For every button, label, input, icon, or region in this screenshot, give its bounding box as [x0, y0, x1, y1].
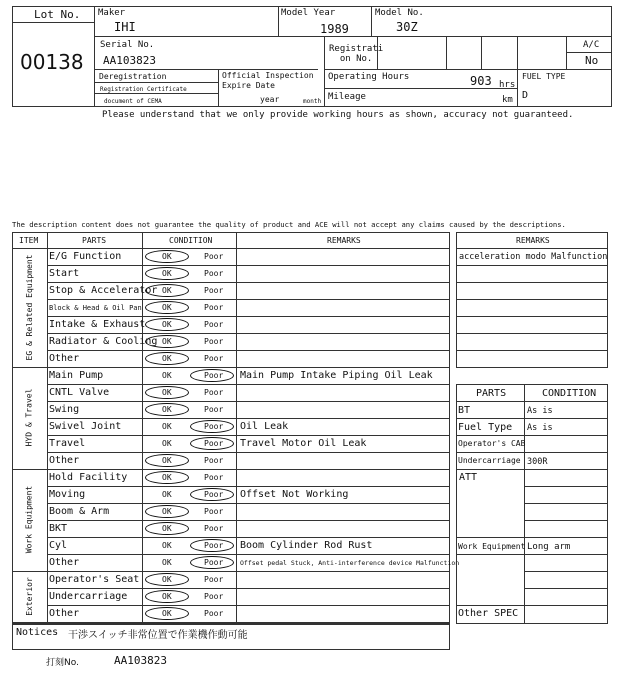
right-remarks-header: REMARKS [516, 236, 550, 245]
right-remarks-divider [456, 299, 608, 300]
right-parts-divider [456, 554, 608, 555]
selected-condition-circle [145, 454, 189, 467]
poor-option: Poor [204, 456, 224, 465]
ok-option: OK [162, 320, 172, 329]
poor-option: Poor [204, 354, 224, 363]
right-part-condition: As is [527, 406, 553, 416]
selected-condition-circle [190, 420, 234, 433]
ac-value: No [585, 54, 599, 67]
ok-option: OK [162, 405, 172, 414]
ok-option: OK [162, 558, 172, 567]
remark-text: Offset pedal Stuck, Anti-interference device Malfunction [240, 559, 460, 567]
poor-option: Poor [204, 303, 224, 312]
right-parts-divider [524, 503, 608, 504]
right-parts-divider [524, 486, 608, 487]
right-remarks-divider [456, 316, 608, 317]
inspection-label: Official Inspection Expire Date [222, 71, 314, 90]
right-parts-divider [456, 435, 608, 436]
ok-option: OK [162, 456, 172, 465]
poor-option: Poor [204, 269, 224, 278]
right-parts-header: PARTS [476, 388, 507, 399]
selected-condition-circle [145, 607, 189, 620]
poor-option: Poor [204, 405, 224, 414]
op-hours-value: 903 [470, 74, 492, 88]
part-name: Travel [49, 438, 86, 449]
month-label: month [303, 98, 322, 105]
selected-condition-circle [145, 505, 189, 518]
notices-text: 干渉スイッチ非常位置で作業機作動可能 [68, 630, 248, 641]
right-parts-divider [524, 520, 608, 521]
ok-option: OK [162, 269, 172, 278]
right-parts-divider [524, 571, 608, 572]
remark-text: Oil Leak [240, 421, 289, 432]
right-part-condition: 300R [527, 457, 548, 467]
group-label: Exterior [24, 576, 34, 616]
remark-text: Main Pump Intake Piping Oil Leak [240, 370, 433, 381]
registration-label: Registrati on No. [329, 44, 384, 64]
poor-option: Poor [204, 371, 224, 380]
right-remarks-divider [456, 265, 608, 266]
op-hours-label: Operating Hours [328, 72, 410, 82]
selected-condition-circle [190, 488, 234, 501]
ok-option: OK [162, 575, 172, 584]
row-divider [47, 299, 450, 300]
row-divider [47, 452, 450, 453]
ok-option: OK [162, 524, 172, 533]
maker-label: Maker [98, 8, 126, 18]
row-divider [47, 401, 450, 402]
part-name: Other [49, 455, 80, 466]
ok-option: OK [162, 609, 172, 618]
part-name: Hold Facility [49, 472, 128, 483]
part-name: Swing [49, 404, 80, 415]
work-equipment-label: Work Equipment [458, 542, 526, 551]
right-parts-divider [456, 401, 608, 402]
model-no-label: Model No. [375, 8, 424, 18]
ok-option: OK [162, 337, 172, 346]
right-condition-header: CONDITION [542, 388, 597, 399]
maker-value: IHI [114, 20, 136, 34]
selected-condition-circle [145, 573, 189, 586]
row-divider [47, 588, 450, 589]
ok-option: OK [162, 490, 172, 499]
work-equipment-value: Long arm [527, 542, 571, 552]
selected-condition-circle [145, 386, 189, 399]
row-divider [47, 384, 450, 385]
row-divider [47, 486, 450, 487]
poor-option: Poor [204, 575, 224, 584]
part-name: Moving [49, 489, 86, 500]
poor-option: Poor [204, 592, 224, 601]
serial-label: Serial No. [100, 40, 155, 50]
poor-option: Poor [204, 286, 224, 295]
ok-option: OK [162, 592, 172, 601]
model-no-value: 30Z [396, 20, 418, 34]
ok-option: OK [162, 439, 172, 448]
selected-condition-circle [145, 590, 189, 603]
selected-condition-circle [145, 318, 189, 331]
header-parts: PARTS [82, 236, 107, 245]
row-divider [47, 537, 450, 538]
poor-option: Poor [204, 439, 224, 448]
selected-condition-circle [145, 267, 189, 280]
selected-condition-circle [145, 522, 189, 535]
right-parts-divider [456, 469, 608, 470]
row-divider [47, 503, 450, 504]
poor-option: Poor [204, 422, 224, 431]
header-remarks: REMARKS [327, 236, 361, 245]
right-part-name: Fuel Type [458, 422, 513, 433]
poor-option: Poor [204, 388, 224, 397]
selected-condition-circle [145, 301, 189, 314]
ok-option: OK [162, 371, 172, 380]
part-name: Intake & Exhaust [49, 319, 146, 330]
notices-label: Notices [16, 627, 59, 638]
part-name: Main Pump [49, 370, 104, 381]
poor-option: Poor [204, 541, 224, 550]
right-part-name: Operator's CAB [458, 439, 526, 448]
ok-option: OK [162, 286, 172, 295]
part-name: Other [49, 353, 80, 364]
row-divider [47, 282, 450, 283]
footer-label: 打刻No. [46, 658, 79, 668]
right-remarks-divider [456, 333, 608, 334]
att-label: ATT [459, 472, 478, 483]
part-name: Swivel Joint [49, 421, 122, 432]
selected-condition-circle [190, 369, 234, 382]
header-condition: CONDITION [169, 236, 213, 245]
row-divider [47, 350, 450, 351]
row-divider [47, 333, 450, 334]
part-name: Other [49, 557, 80, 568]
poor-option: Poor [204, 558, 224, 567]
row-divider [47, 418, 450, 419]
year-label: year [260, 95, 280, 104]
dereg-label: Deregistration [99, 72, 167, 81]
selected-condition-circle [145, 403, 189, 416]
remark-text: Boom Cylinder Rod Rust [240, 540, 373, 551]
part-name: Operator's Seat [49, 574, 140, 585]
selected-condition-circle [145, 284, 189, 297]
selected-condition-circle [190, 437, 234, 450]
right-remarks-divider [456, 350, 608, 351]
ok-option: OK [162, 541, 172, 550]
part-name: Boom & Arm [49, 506, 110, 517]
remark-text: Offset Not Working [240, 489, 349, 500]
group-label: EG & Related Equipment [24, 254, 34, 360]
row-divider [47, 605, 450, 606]
part-name: Start [49, 268, 80, 279]
right-remarks-divider [456, 248, 608, 249]
disclaimer: The description content does not guarantee the quality of product and ACE will not accept any claims caused by the descriptions. [12, 220, 566, 229]
row-divider [47, 520, 450, 521]
selected-condition-circle [145, 352, 189, 365]
fuel-type-value: D [522, 90, 529, 101]
poor-option: Poor [204, 524, 224, 533]
part-name: CNTL Valve [49, 387, 110, 398]
part-name: Block & Head & Oil Pan [49, 304, 142, 312]
right-part-condition: As is [527, 423, 553, 433]
hours-note: Please understand that we only provide working hours as shown, accuracy not guaranteed. [102, 110, 574, 120]
ok-option: OK [162, 507, 172, 516]
row-divider [47, 554, 450, 555]
part-name: Other [49, 608, 80, 619]
row-divider [47, 316, 450, 317]
km-label: km [502, 95, 513, 105]
right-parts-divider [456, 605, 608, 606]
right-remark-row: acceleration modo Malfunction [459, 252, 608, 262]
selected-condition-circle [190, 556, 234, 569]
right-parts-divider [456, 452, 608, 453]
part-name: E/G Function [49, 251, 122, 262]
ok-option: OK [162, 252, 172, 261]
dereg-sub1: Registration Certificate [100, 86, 187, 93]
ok-option: OK [162, 422, 172, 431]
mileage-label: Mileage [328, 92, 366, 102]
footer-value: AA103823 [114, 654, 167, 667]
right-parts-divider [456, 418, 608, 419]
ac-label: A/C [583, 40, 600, 50]
right-remarks-divider [456, 282, 608, 283]
row-divider [47, 265, 450, 266]
lot-number: 00138 [20, 50, 84, 74]
row-divider [47, 435, 450, 436]
lot-label: Lot No. [34, 8, 81, 21]
dereg-sub2: document of CEMA [104, 98, 162, 105]
right-part-name: Undercarriage [458, 456, 521, 465]
poor-option: Poor [204, 473, 224, 482]
other-spec-label: Other SPEC [458, 608, 519, 619]
part-name: Cyl [49, 540, 68, 551]
hrs-label: hrs [499, 80, 516, 90]
ok-option: OK [162, 303, 172, 312]
model-year-value: 1989 [320, 22, 349, 36]
row-divider [47, 367, 450, 368]
selected-condition-circle [145, 335, 189, 348]
row-divider [47, 571, 450, 572]
serial-value: AA103823 [103, 54, 156, 67]
group-divider [12, 622, 47, 623]
right-parts-divider [456, 537, 608, 538]
group-label: Work Equipment [24, 485, 34, 554]
poor-option: Poor [204, 490, 224, 499]
model-year-label: Model Year [281, 8, 336, 18]
poor-option: Poor [204, 320, 224, 329]
row-divider [47, 469, 450, 470]
row-divider [47, 622, 450, 623]
poor-option: Poor [204, 609, 224, 618]
part-name: BKT [49, 523, 68, 534]
header-item: ITEM [19, 236, 39, 245]
ok-option: OK [162, 388, 172, 397]
ok-option: OK [162, 473, 172, 482]
part-name: Radiator & Cooling [49, 336, 158, 347]
group-label: HYD & Travel [24, 388, 34, 447]
selected-condition-circle [145, 471, 189, 484]
selected-condition-circle [190, 539, 234, 552]
remark-text: Travel Motor Oil Leak [240, 438, 367, 449]
poor-option: Poor [204, 507, 224, 516]
right-part-name: BT [458, 405, 471, 416]
part-name: Undercarriage [49, 591, 128, 602]
selected-condition-circle [145, 250, 189, 263]
fuel-type-label: FUEL TYPE [522, 72, 566, 81]
poor-option: Poor [204, 337, 224, 346]
part-name: Stop & Accelerator [49, 285, 158, 296]
ok-option: OK [162, 354, 172, 363]
right-parts-divider [524, 588, 608, 589]
poor-option: Poor [204, 252, 224, 261]
